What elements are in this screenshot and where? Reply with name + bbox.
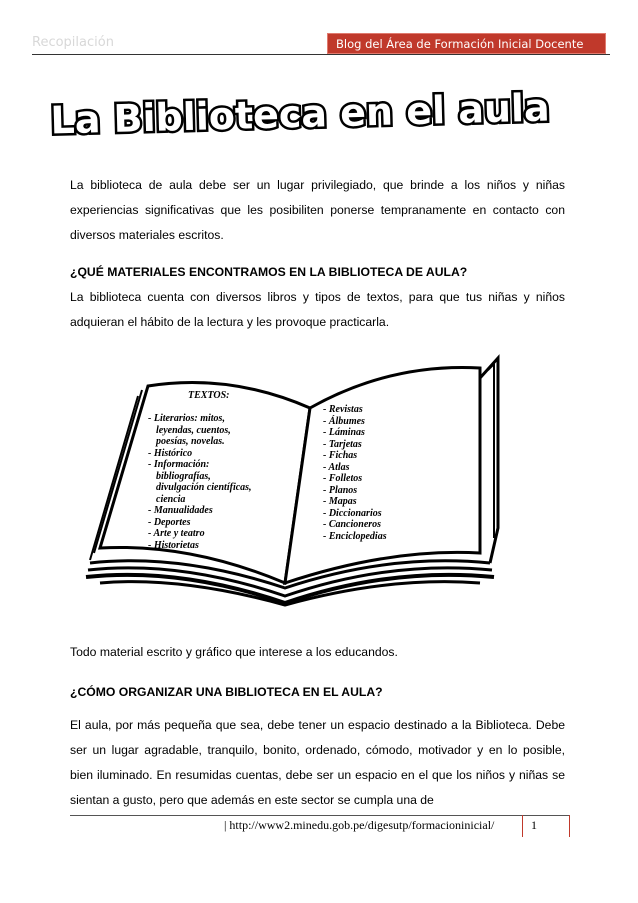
organize-paragraph: El aula, por más pequeña que sea, debe tener un espacio destinado a la Biblioteca. Debe ser un lugar agradable, tranquilo, bonito, ordenado, cómodo, motivador y en lo posible, bien iluminado. En resumidas cuentas, debe ser un espacio en el que los niños y niñas se sientan a gusto, pero que además en este sector se cumpla una de: [70, 718, 565, 807]
intro-paragraph: La biblioteca de aula debe ser un lugar privilegiado, que brinde a los niños y niñas experiencias significativas que les posibiliten ponerse tempranamente en contacto con diversos materiales escritos.: [70, 178, 565, 242]
list-item: leyendas, cuentos,: [156, 424, 231, 436]
list-item: - Histórico: [148, 447, 193, 459]
list-item: - Información:: [148, 459, 210, 470]
list-item: - Fichas: [323, 450, 358, 461]
page-title: [49, 82, 551, 143]
list-item: bibliografías,: [156, 470, 211, 482]
list-item: divulgación científicas,: [156, 482, 252, 493]
list-item: - Historietas: [148, 539, 199, 551]
list-item: ciencia: [156, 493, 186, 505]
list-item: - Álbumes: [323, 415, 365, 427]
list-item: - Diccionarios: [323, 507, 382, 519]
list-item: - Tarjetas: [323, 438, 362, 450]
list-item: poesías, novelas.: [156, 436, 225, 447]
header-blog-badge: Blog del Área de Formación Inicial Docente: [327, 33, 606, 54]
materials-paragraph: La biblioteca cuenta con diversos libros y tipos de textos, para que tus niñas y niños adquieran el hábito de la lectura y les provoque practicarla.: [70, 290, 565, 329]
list-item: - Atlas: [323, 461, 350, 473]
book-left-list: [148, 413, 273, 553]
page-number: 1: [522, 815, 570, 837]
footer-divider: [70, 815, 570, 816]
list-item: - Folletos: [323, 473, 363, 484]
header-left-label: Recopilación: [32, 35, 114, 50]
open-book-illustration: [70, 348, 500, 606]
header-divider: [32, 54, 610, 55]
list-item: - Planos: [323, 484, 358, 496]
book-left-title: TEXTOS:: [188, 390, 230, 401]
book-drawing: [70, 348, 500, 606]
section-heading-organize: ¿CÓMO ORGANIZAR UNA BIBLIOTECA EN EL AULA?: [70, 685, 383, 699]
page-title-text: La Biblioteca en el aula: [49, 85, 551, 143]
section-heading-materials: ¿QUÉ MATERIALES ENCONTRAMOS EN LA BIBLIOTECA DE AULA?: [70, 265, 468, 279]
book-right-list: [323, 404, 403, 544]
list-item: - Láminas: [323, 427, 365, 438]
list-item: - Mapas: [323, 496, 357, 507]
list-item: - Literarios: mitos,: [148, 413, 225, 424]
footer-url: | http://www2.minedu.gob.pe/digesutp/formacioninicial/: [224, 818, 495, 832]
list-item: - Revistas: [323, 404, 363, 415]
list-item: - Deportes: [148, 516, 191, 528]
materials-caption: Todo material escrito y gráfico que interese a los educandos.: [70, 645, 398, 659]
list-item: - Enciclopedias: [323, 530, 387, 542]
list-item: - Manualidades: [148, 505, 213, 516]
list-item: - Cancioneros: [323, 519, 382, 530]
list-item: - Arte y teatro: [148, 528, 205, 539]
